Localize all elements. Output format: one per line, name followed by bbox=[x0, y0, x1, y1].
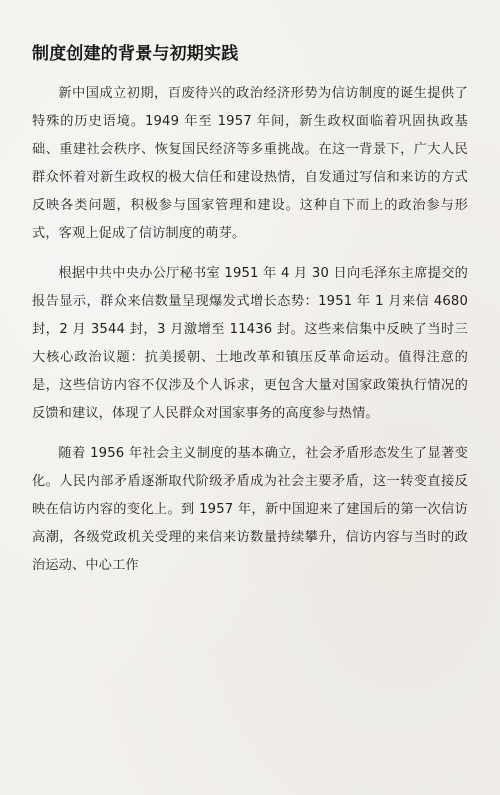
paragraph-1: 新中国成立初期，百废待兴的政治经济形势为信访制度的诞生提供了特殊的历史语境。1949 年至 1957 年间，新生政权面临着巩固执政基础、重建社会秩序、恢复国民经济等多重挑战。在这一背景下，广大人民群众怀着对新生政权的极大信任和建设热情，自发通过写信和来访的方式反映各类问题，积极参与国家管理和建设。这种自下而上的政治参与形式，客观上促成了信访制度的萌芽。 bbox=[32, 86, 468, 241]
paragraph-2: 根据中共中央办公厅秘书室 1951 年 4 月 30 日向毛泽东主席提交的报告显示，群众来信数量呈现爆发式增长态势：1951 年 1 月来信 4680 封，2 月 3544 封，3 月激增至 11436 封。这些来信集中反映了当时三大核心政治议题：抗美援朝、土地改革和镇压反革命运动。值得注意的是，这些信访内容不仅涉及个人诉求，更包含大量对国家政策执行情况的反馈和建议，体现了人民群众对国家事务的高度参与热情。 bbox=[32, 266, 468, 421]
section-heading: 制度创建的背景与初期实践 bbox=[32, 44, 239, 64]
paragraph-3: 随着 1956 年社会主义制度的基本确立，社会矛盾形态发生了显著变化。人民内部矛盾逐渐取代阶级矛盾成为社会主要矛盾，这一转变直接反映在信访内容的变化上。到 1957 年，新中国迎来了建国后的第一次信访高潮，各级党政机关受理的来信来访数量持续攀升，信访内容与当时的政治运动、中心工作 bbox=[32, 446, 468, 573]
